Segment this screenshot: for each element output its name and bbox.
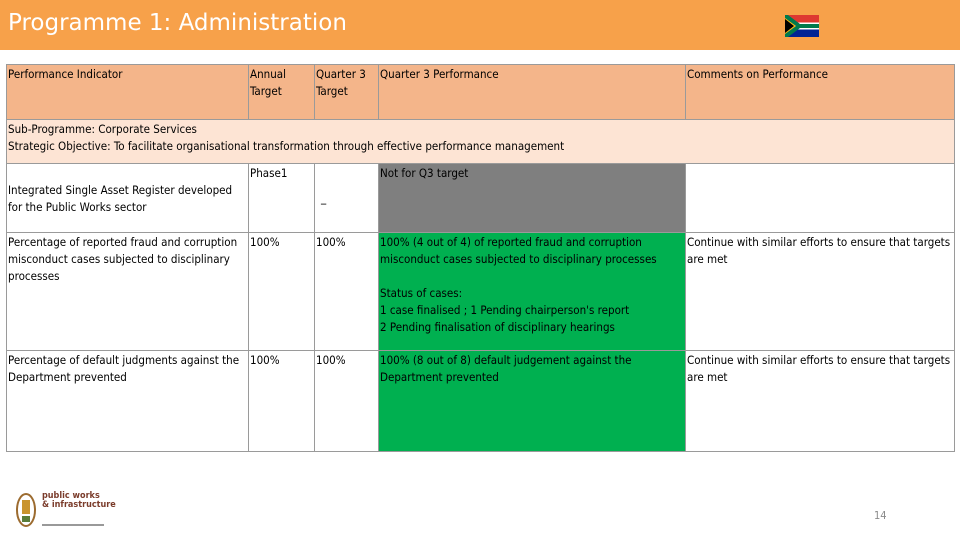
performance-table	[6, 64, 955, 452]
title-bar	[0, 0, 960, 50]
page-title: Programme 1: Administration	[8, 10, 347, 36]
indicator-cell: Integrated Single Asset Register developed for the Public Works sector	[7, 164, 249, 233]
south-africa-flag-icon	[785, 15, 819, 37]
comments-cell	[686, 164, 955, 233]
annual-target-cell: 100%	[249, 233, 315, 351]
column-header: Comments on Performance	[686, 65, 955, 120]
q3-target-cell: 100%	[315, 233, 379, 351]
annual-target-cell: Phase1	[249, 164, 315, 233]
logo-text: public works & infrastructure	[42, 491, 116, 510]
table-row	[7, 351, 955, 452]
q3-target-cell: _	[315, 164, 379, 233]
table-row	[7, 164, 955, 233]
indicator-cell: Percentage of reported fraud and corruption misconduct cases subjected to disciplinary processes	[7, 233, 249, 351]
column-header: Annual Target	[249, 65, 315, 120]
page-number: 14	[874, 509, 887, 522]
column-header: Performance Indicator	[7, 65, 249, 120]
comments-cell: Continue with similar efforts to ensure that targets are met	[686, 233, 955, 351]
subprogramme-text: Sub-Programme: Corporate Services Strategic Objective: To facilitate organisational transformation through effective performance management	[7, 120, 955, 164]
annual-target-cell: 100%	[249, 351, 315, 452]
q3-performance-cell: Not for Q3 target	[379, 164, 686, 233]
comments-cell: Continue with similar efforts to ensure that targets are met	[686, 351, 955, 452]
column-header: Quarter 3 Performance	[379, 65, 686, 120]
q3-performance-cell: 100% (8 out of 8) default judgement against the Department prevented	[379, 351, 686, 452]
table-row	[7, 233, 955, 351]
q3-target-cell: 100%	[315, 351, 379, 452]
indicator-cell: Percentage of default judgments against the Department prevented	[7, 351, 249, 452]
subprogramme-row	[7, 120, 955, 164]
table-header-row	[7, 65, 955, 120]
column-header: Quarter 3 Target	[315, 65, 379, 120]
q3-performance-cell: 100% (4 out of 4) of reported fraud and corruption misconduct cases subjected to disciplinary processes Status of cases: 1 case finalised ; 1 Pending chairperson's report 2 Pending finalisation of disciplinary hearings	[379, 233, 686, 351]
